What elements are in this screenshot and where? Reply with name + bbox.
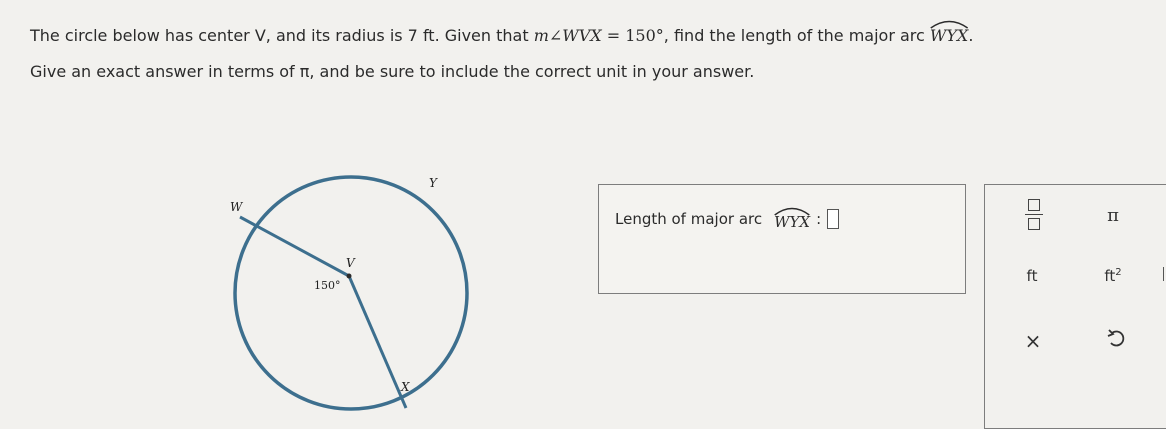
answer-label-row	[615, 207, 839, 231]
label-x: X	[401, 380, 410, 394]
answer-label: Length of major arc	[615, 210, 763, 228]
circle-figure	[225, 155, 480, 420]
undo-button[interactable]	[1105, 327, 1127, 351]
angle-label: 150°	[314, 279, 341, 292]
arc-name-question	[930, 20, 968, 45]
angle-symbol: ∠	[548, 26, 563, 45]
answer-panel	[598, 184, 966, 294]
fraction-button[interactable]	[1019, 199, 1049, 233]
angle-measure-m: m	[533, 26, 549, 45]
answer-input[interactable]	[827, 209, 839, 229]
question-period: .	[968, 26, 974, 45]
angle-name: WVX	[562, 26, 602, 45]
fraction-numerator-icon	[1028, 199, 1040, 211]
label-y: Y	[429, 176, 437, 190]
radius-vw	[240, 217, 349, 276]
arc-name-answer	[774, 207, 810, 231]
ft-squared-base: ft	[1104, 267, 1116, 285]
answer-colon: :	[816, 210, 822, 228]
angle-expression	[534, 26, 664, 45]
ft-squared-button[interactable]	[1093, 267, 1133, 285]
fraction-denominator-icon	[1028, 218, 1040, 230]
question-line-2: Give an exact answer in terms of π, and be sure to include the correct unit in your answer.	[30, 62, 755, 81]
label-v: V	[346, 256, 355, 270]
question-line-1	[30, 20, 973, 45]
arc-overline-icon	[774, 206, 810, 216]
math-keypad	[984, 184, 1166, 429]
circle-outline	[235, 177, 467, 409]
center-point	[347, 274, 352, 279]
question-text-part: , find the length of the major arc	[663, 26, 930, 45]
clear-button[interactable]: ×	[1024, 329, 1042, 353]
arc-name-text: WYX	[929, 26, 969, 45]
pi-button[interactable]: π	[1107, 205, 1119, 226]
ft-button[interactable]: ft	[1026, 267, 1038, 285]
ft-squared-exponent: 2	[1115, 267, 1122, 278]
undo-icon	[1105, 327, 1127, 351]
question-text-part: The circle below has center V, and its radius is 7 ft. Given that	[30, 26, 534, 45]
arc-overline-icon	[930, 19, 968, 29]
fraction-bar-icon	[1025, 214, 1043, 215]
label-w: W	[230, 200, 243, 214]
arc-name-text: WYX	[774, 213, 811, 231]
radius-vx	[349, 276, 406, 408]
angle-value: = 150°	[601, 26, 664, 45]
